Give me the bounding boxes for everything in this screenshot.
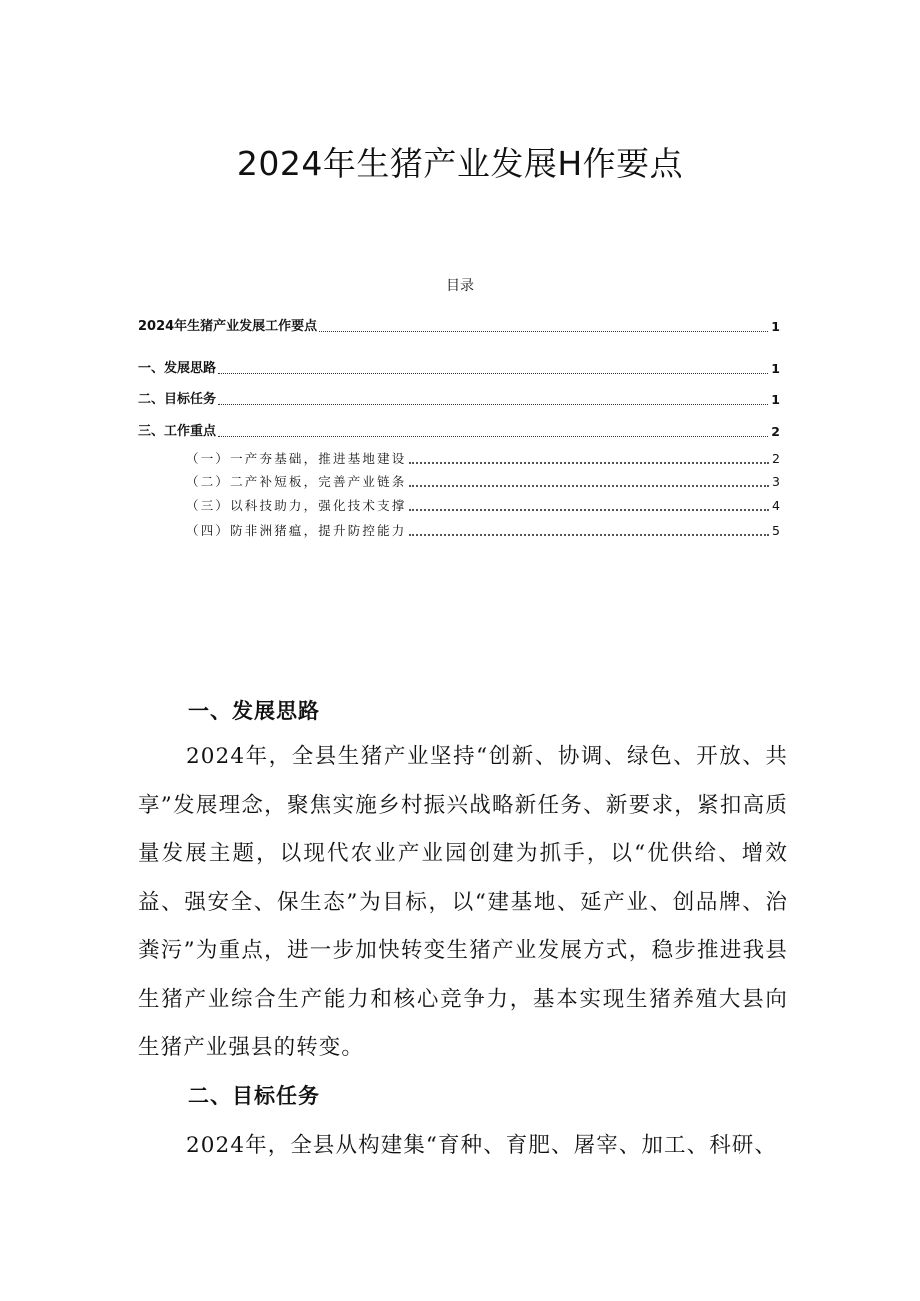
toc-subentry[interactable] xyxy=(186,450,780,468)
section-paragraph: 2024年，全县从构建集“育种、育肥、屠宰、加工、科研、 xyxy=(186,1133,778,1158)
toc-entry-text: 二、目标任务 xyxy=(138,392,217,407)
toc-entry-text: 三、工作重点 xyxy=(138,424,217,439)
toc-page-number: 1 xyxy=(771,361,780,376)
section-heading: 一、发展思路 xyxy=(188,699,320,723)
toc-leader-dots xyxy=(409,508,770,511)
toc-entry[interactable] xyxy=(138,391,780,409)
toc-entry-text: （四）防非洲猪瘟，提升防控能力 xyxy=(186,523,407,538)
toc-leader-dots xyxy=(319,330,768,332)
section-heading: 二、目标任务 xyxy=(188,1084,320,1108)
toc-page-number: 1 xyxy=(771,392,780,407)
toc-entry[interactable] xyxy=(138,318,780,336)
toc-entry-text: （二）二产补短板，完善产业链条 xyxy=(186,474,407,489)
toc-leader-dots xyxy=(409,533,770,536)
toc-page-number: 2 xyxy=(772,451,780,466)
toc-leader-dots xyxy=(218,435,768,437)
toc-leader-dots xyxy=(409,461,770,464)
toc-subentry[interactable] xyxy=(186,522,780,540)
toc-page-number: 5 xyxy=(772,523,780,538)
toc-entry-text: 一、发展思路 xyxy=(138,361,217,376)
toc-page-number: 3 xyxy=(772,474,780,489)
toc-subentry[interactable] xyxy=(186,473,780,491)
toc-heading: 目录 xyxy=(446,278,474,294)
toc-page-number: 4 xyxy=(772,498,780,513)
toc-entry[interactable] xyxy=(138,360,780,378)
toc-leader-dots xyxy=(218,372,768,374)
toc-leader-dots xyxy=(409,484,770,487)
toc-entry-text: （三）以科技助力，强化技术支撑 xyxy=(186,498,407,513)
toc-entry-text: （一）一产夯基础，推进基地建设 xyxy=(186,451,407,466)
toc-leader-dots xyxy=(218,403,768,405)
toc-entry[interactable] xyxy=(138,423,780,441)
section-paragraph: 2024年，全县生猪产业坚持“创新、协调、绿色、开放、共享”发展理念，聚焦实施乡村振兴战略新任务、新要求，紧扣高质量发展主题，以现代农业产业园创建为抓手，以“优供给、增效益、强安全、保生态”为目标，以“建基地、延产业、创品牌、治粪污”为重点，进一步加快转变生猪产业发展方式，稳步推进我县生猪产业综合生产能力和核心竞争力，基本实现生猪养殖大县向生猪产业强县的转变。 xyxy=(138,744,788,1060)
toc-entry-text: 2024年生猪产业发展工作要点 xyxy=(138,319,318,334)
toc-subentry[interactable] xyxy=(186,497,780,515)
toc-page-number: 1 xyxy=(771,319,780,334)
document-title: 2024年生猪产业发展H作要点 xyxy=(236,144,684,183)
toc-page-number: 2 xyxy=(771,424,780,439)
